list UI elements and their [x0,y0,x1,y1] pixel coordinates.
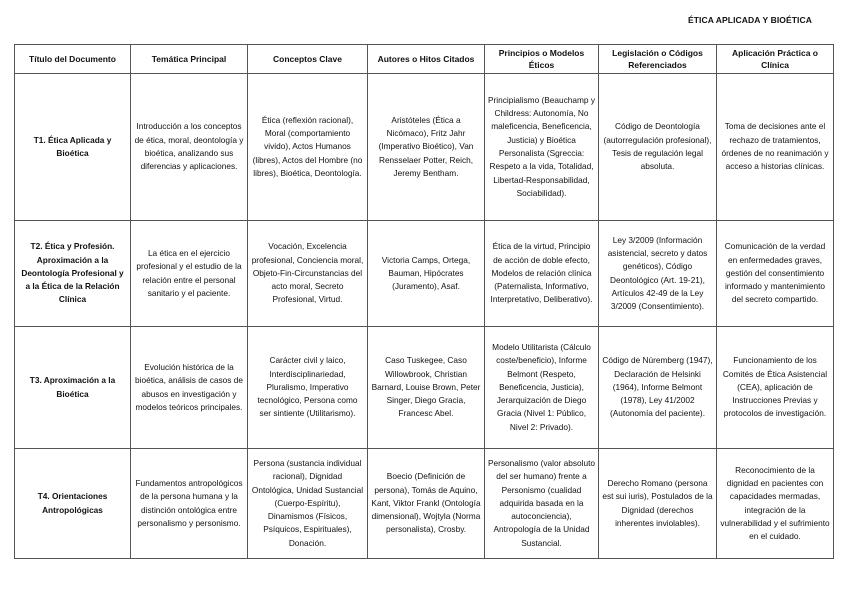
cell-autores: Aristóteles (Ética a Nicómaco), Fritz Jahr (Imperativo Bioético), Van Rensselaer Potter, Reich, Jeremy Bentham. [368,74,485,221]
table-row [15,449,834,559]
cell-conceptos: Ética (reflexión racional), Moral (comportamiento vivido), Actos Humanos (libres), Actos del Hombre (no libres), Bioética, Deontología. [248,74,368,221]
column-header-autores: Autores o Hitos Citados [368,45,485,74]
column-header-tematica: Temática Principal [131,45,248,74]
cell-autores: Caso Tuskegee, Caso Willowbrook, Christian Barnard, Louise Brown, Peter Singer, Diego Gracia, Francesc Abel. [368,327,485,449]
row-title: T3. Aproximación a la Bioética [15,327,131,449]
cell-aplicacion: Comunicación de la verdad en enfermedades graves, gestión del consentimiento informado y mantenimiento del secreto compartido. [717,221,834,327]
cell-conceptos: Carácter civil y laico, Interdisciplinariedad, Pluralismo, Imperativo tecnológico, Persona como ser sintiente (Utilitarismo). [248,327,368,449]
cell-legislacion: Ley 3/2009 (Información asistencial, secreto y datos genéticos), Código Deontológico (Art. 19-21), Artículos 42-49 de la Ley 3/2009 (Consentimiento). [599,221,717,327]
cell-aplicacion: Funcionamiento de los Comités de Ética Asistencial (CEA), aplicación de Instrucciones Previas y protocolos de investigación. [717,327,834,449]
cell-autores: Victoria Camps, Ortega, Bauman, Hipócrates (Juramento), Asaf. [368,221,485,327]
row-title: T2. Ética y Profesión. Aproximación a la Deontología Profesional y a la Ética de la Relación Clínica [15,221,131,327]
table-row [15,74,834,221]
cell-principios: Principialismo (Beauchamp y Childress: Autonomía, No maleficencia, Beneficencia, Justicia) y Bioética Personalista (Sgreccia: Respeto a la vida, Totalidad, Libertad-Responsabilidad, Sociabilidad). [485,74,599,221]
header-row [15,45,834,74]
cell-aplicacion: Reconocimiento de la dignidad en pacientes con capacidades mermadas, integración de la vulnerabilidad y el sufrimiento en el cuidado. [717,449,834,559]
cell-tematica: La ética en el ejercicio profesional y el estudio de la relación entre el personal sanitario y el paciente. [131,221,248,327]
column-header-conceptos: Conceptos Clave [248,45,368,74]
table-row [15,327,834,449]
cell-principios: Ética de la virtud, Principio de acción de doble efecto, Modelos de relación clínica (Paternalista, Informativo, Interpretativo, Deliberativo). [485,221,599,327]
cell-legislacion: Código de Núremberg (1947), Declaración de Helsinki (1964), Informe Belmont (1978), Ley 41/2002 (Autonomía del paciente). [599,327,717,449]
cell-tematica: Fundamentos antropológicos de la persona humana y la distinción ontológica entre personalismo y personismo. [131,449,248,559]
cell-legislacion: Código de Deontología (autorregulación profesional), Tesis de regulación legal absoluta. [599,74,717,221]
cell-autores: Boecio (Definición de persona), Tomás de Aquino, Kant, Viktor Frankl (Ontología dimensional), Wojtyla (Norma personalista), Crosby. [368,449,485,559]
document-header-title: ÉTICA APLICADA Y BIOÉTICA [687,15,812,25]
row-title: T4. Orientaciones Antropológicas [15,449,131,559]
cell-aplicacion: Toma de decisiones ante el rechazo de tratamientos, órdenes de no reanimación y acceso a historias clínicas. [717,74,834,221]
table-row [15,221,834,327]
row-title: T1. Ética Aplicada y Bioética [15,74,131,221]
column-header-aplicacion: Aplicación Práctica o Clínica [717,45,834,74]
cell-principios: Personalismo (valor absoluto del ser humano) frente a Personismo (cualidad adquirida basada en la autoconciencia), Antropología de la Unidad Sustancial. [485,449,599,559]
cell-conceptos: Vocación, Excelencia profesional, Conciencia moral, Objeto-Fin-Circunstancias del acto moral, Secreto Profesional, Virtud. [248,221,368,327]
cell-conceptos: Persona (sustancia individual racional), Dignidad Ontológica, Unidad Sustancial (Cuerpo-Espíritu), Dinamismos (Físicos, Psíquicos, Espirituales), Donación. [248,449,368,559]
comparison-table [14,44,834,559]
column-header-titulo: Título del Documento [15,45,131,74]
cell-tematica: Introducción a los conceptos de ética, moral, deontología y bioética, analizando sus diferencias y aplicaciones. [131,74,248,221]
cell-legislacion: Derecho Romano (persona est sui iuris), Postulados de la Dignidad (derechos inherentes inviolables). [599,449,717,559]
column-header-legislacion: Legislación o Códigos Referenciados [599,45,717,74]
cell-principios: Modelo Utilitarista (Cálculo coste/beneficio), Informe Belmont (Respeto, Beneficencia, Justicia), Jerarquización de Diego Gracia (Nivel 1: Público, Nivel 2: Privado). [485,327,599,449]
cell-tematica: Evolución histórica de la bioética, análisis de casos de abusos en investigación y modelos teóricos principales. [131,327,248,449]
column-header-principios: Principios o Modelos Éticos [485,45,599,74]
